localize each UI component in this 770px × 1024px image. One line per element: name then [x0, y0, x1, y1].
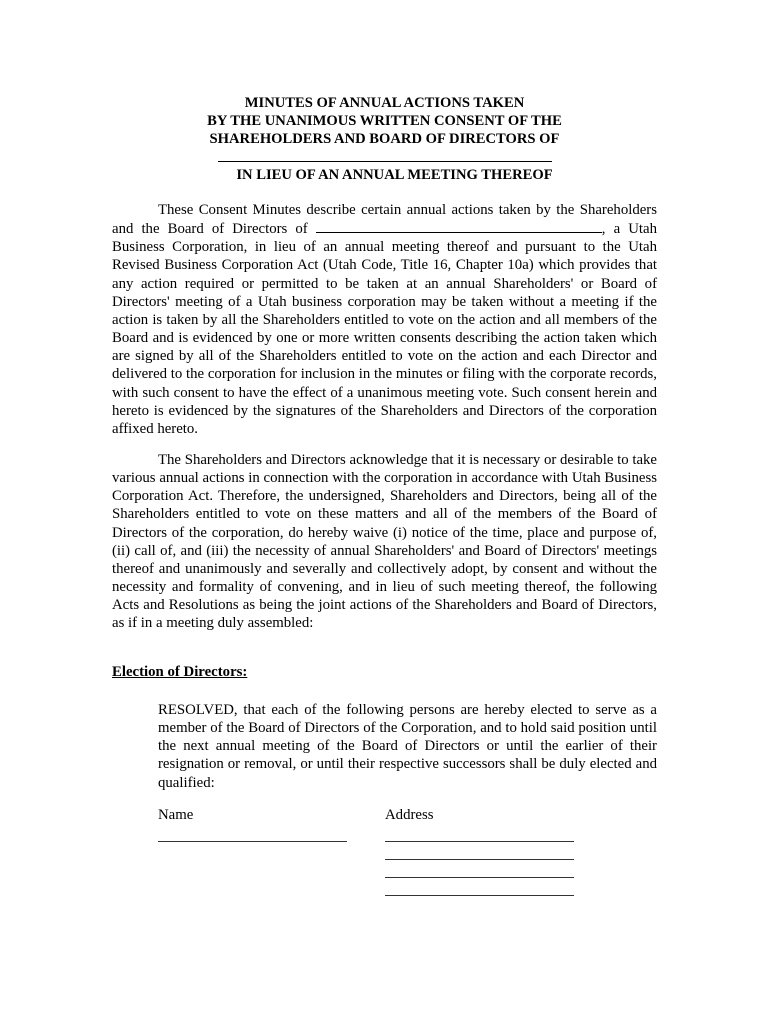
section-heading-election: Election of Directors:	[112, 664, 248, 680]
corporation-name-blank[interactable]	[218, 161, 552, 162]
title-line-3: SHAREHOLDERS AND BOARD OF DIRECTORS OF	[209, 131, 560, 147]
document-title	[112, 94, 657, 148]
acknowledgement-paragraph	[112, 451, 657, 633]
address-column-label: Address	[385, 807, 434, 823]
name-blank-line[interactable]	[158, 841, 347, 842]
consent-paragraph	[112, 201, 657, 438]
address-blank-line-1[interactable]	[385, 841, 574, 842]
title-line-1: MINUTES OF ANNUAL ACTIONS TAKEN	[244, 95, 525, 111]
address-blank-line-3[interactable]	[385, 877, 574, 878]
name-column-label: Name	[158, 807, 194, 823]
address-blank-line-4[interactable]	[385, 895, 574, 896]
title-line-2: BY THE UNANIMOUS WRITTEN CONSENT OF THE	[207, 113, 562, 129]
board-corporation-blank[interactable]	[316, 219, 602, 233]
document-subtitle: IN LIEU OF AN ANNUAL MEETING THEREOF	[236, 167, 553, 183]
resolution-paragraph: RESOLVED, that each of the following persons are hereby elected to serve as a member of the Board of Directors of the Corporation, and to hold said position until the next annual meeting of the Board of Directors or until the earlier of their resignation or removal, or until their respective successors shall be duly elected and qualified:	[158, 702, 657, 791]
paragraph2-text: The Shareholders and Directors acknowledge that it is necessary or desirable to take various annual actions in connection with the corporation in accordance with Utah Business Corporation Act. Therefore, the undersigned, Shareholders and Directors, being all of the Shareholders entitled to vote on these matters and all of the members of the Board of Directors of the corporation, do hereby waive (i) notice of the time, place and purpose of, (ii) call of, and (iii) the necessity of annual Shareholders' and Board of Directors' meetings thereof and unanimously and severally and collectively adopt, by consent and without the necessity and formality of convening, and in lieu of such meeting thereof, the following Acts and Resolutions as being the joint actions of the Shareholders and Board of Directors, as if in a meeting duly assembled:	[112, 452, 657, 632]
paragraph1-start: These Consent Minutes describe certain annual actions taken by the Shareholders and the Board of Directors of	[112, 202, 657, 238]
address-blank-line-2[interactable]	[385, 859, 574, 860]
paragraph1-rest: , a Utah Business Corporation, in lieu of an annual meeting thereof and pursuant to the Utah Revised Business Corporation Act (Utah Code, Title 16, Chapter 10a) which provides that any action required or permitted to be taken at an annual Shareholders' or Board of Directors' meeting of a Utah business corporation may be taken without a meeting if the action is taken by all the Shareholders entitled to vote on the action and all members of the Board and is evidenced by one or more written consents describing the action taken which are signed by all of the Shareholders entitled to vote on the action and each Director and delivered to the corporation for inclusion in the minutes or filing with the corporate records, with such consent to have the effect of a unanimous meeting vote. Such consent herein and hereto is evidenced by the signatures of the Shareholders and Directors of the corporation affixed hereto.	[112, 221, 657, 437]
